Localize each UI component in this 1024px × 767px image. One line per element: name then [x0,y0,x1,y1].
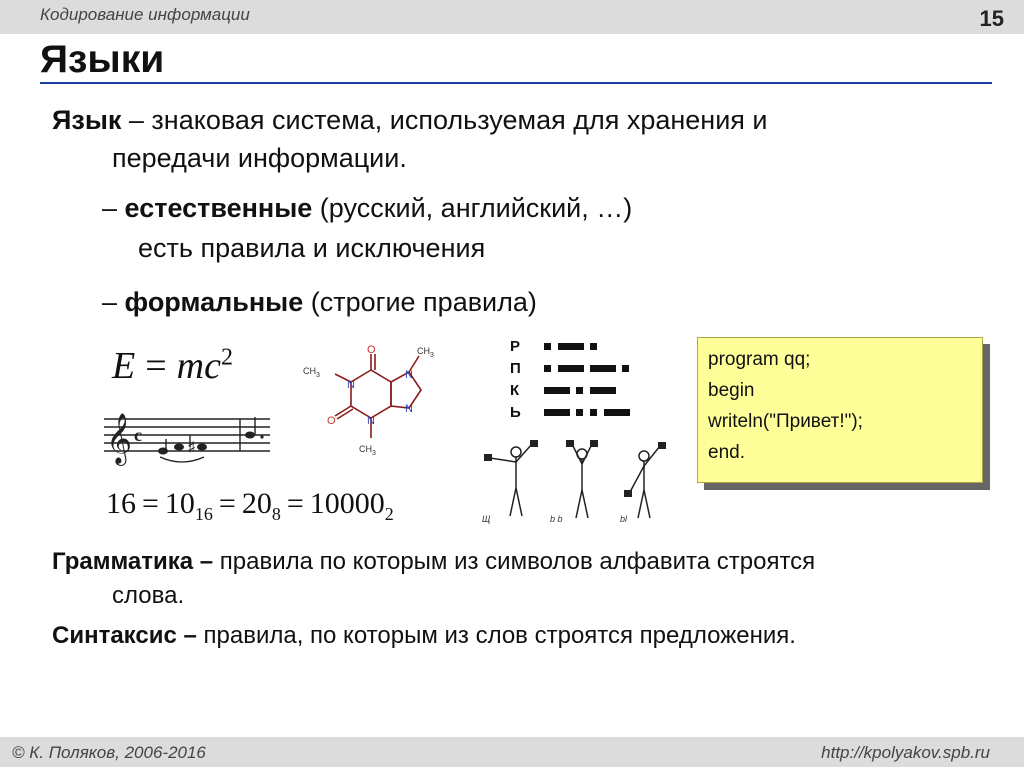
code-line: end. [708,442,745,463]
einstein-formula: $E = mc^2$ [112,344,233,387]
bullet-formal [102,283,537,321]
slide-title: Языки [40,38,165,81]
svg-text:Щ: Щ [482,514,491,524]
bullet-natural [102,189,632,227]
morse-code-table [508,335,648,430]
code-example [697,337,983,483]
svg-text:♯: ♯ [188,438,195,454]
number-systems-equation: $16 = 10_{16} = 20_8 = 10000_2$ [106,487,394,524]
bullet-natural-term: естественные [124,193,313,223]
svg-text:Ь: Ь [510,404,521,421]
bullet-formal-term: формальные [124,287,304,317]
course-title: Кодирование информации [40,5,250,24]
svg-text:bl: bl [620,514,628,524]
website-link[interactable]: http://kpolyakov.spb.ru [821,743,990,762]
definition-line-2: передачи информации. [112,143,407,173]
svg-text:b b: b b [550,514,563,524]
svg-text:𝄞: 𝄞 [106,413,133,464]
top-bar [0,0,1024,34]
syntax-term: Синтаксис – [52,622,197,649]
footer-bar [0,737,1024,767]
bullet-dash: – [102,193,118,223]
svg-text:Р: Р [510,338,521,355]
bullet-dash: – [102,287,118,317]
definition-text: – знаковая система, используемая для хранения и [121,105,768,135]
svg-text:П: П [510,360,521,377]
svg-text:N: N [405,403,413,415]
bullet-natural-text: (русский, английский, …) [312,193,633,223]
svg-text:N: N [347,379,355,391]
title-underline [40,82,992,84]
slide-number: 15 [979,6,1004,31]
svg-text:O: O [367,344,376,356]
grammar-term: Грамматика – [52,548,214,575]
svg-text:К: К [510,382,520,399]
code-line: begin [708,380,755,401]
definition-line-1 [52,101,768,139]
svg-text:CH3: $CH_3$ [417,346,434,359]
molecule-diagram [293,342,445,470]
semaphore-figures [476,440,676,526]
grammar-text: правила по которым из символов алфавита строятся [213,548,816,575]
grammar-line-2: слова. [112,582,185,609]
bullet-natural-line2: есть правила и исключения [138,233,486,263]
grammar-line-1 [52,546,815,578]
syntax-line [52,620,796,652]
music-notation [100,405,275,467]
code-line: writeln("Привет!"); [708,411,863,432]
syntax-text: правила, по которым из слов строятся предложения. [196,622,796,649]
svg-text:N: N [367,415,375,427]
svg-text:c: c [134,425,142,445]
definition-term: Язык [52,105,122,135]
svg-text:N: N [405,369,413,381]
svg-text:CH3: $CH_3$ [359,444,376,457]
svg-text:O: O [327,415,336,427]
bullet-formal-text: (строгие правила) [303,287,537,317]
svg-text:CH3: $CH_3$ [303,366,320,379]
code-line: program qq; [708,349,811,370]
copyright-text: © К. Поляков, 2006-2016 [12,743,206,762]
